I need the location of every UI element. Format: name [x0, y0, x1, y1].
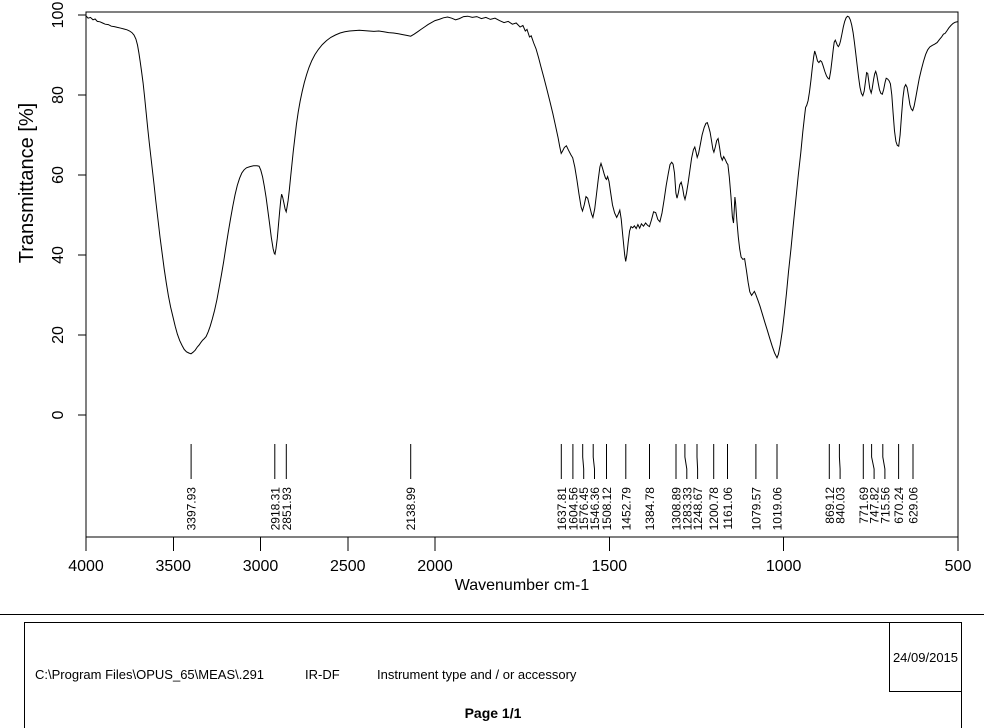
y-tick-label: 100	[50, 1, 67, 29]
peak-label: 1508.12	[600, 487, 614, 531]
peak-label: 747.82	[867, 487, 882, 524]
y-tick-label: 0	[50, 410, 67, 420]
peak-marker-line	[583, 444, 584, 479]
spectrum-curve-layer	[86, 16, 958, 358]
footer-divider-line	[0, 614, 984, 615]
x-tick-label: 3500	[155, 558, 192, 575]
peak-label: 715.56	[878, 487, 893, 524]
date-box	[889, 622, 962, 692]
peak-label: 1546.36	[588, 487, 602, 531]
peak-label: 1576.45	[577, 487, 592, 531]
peak-label: 670.24	[892, 487, 907, 524]
y-tick-label: 80	[50, 86, 67, 104]
peak-label: 1452.79	[619, 487, 634, 531]
peak-label: 1019.06	[770, 487, 785, 531]
peak-marker-line	[872, 444, 875, 479]
peak-label: 1308.89	[669, 487, 684, 531]
peak-label: 1200.78	[707, 487, 722, 531]
peak-marker-line	[685, 444, 687, 479]
x-axis-title: Wavenumber cm-1	[454, 577, 590, 594]
peak-annotations-layer	[185, 444, 921, 530]
plot-border	[86, 12, 958, 537]
peak-label: 1384.78	[643, 487, 657, 531]
peak-label: 1604.56	[566, 487, 581, 531]
peak-label: 2918.31	[268, 487, 283, 531]
page-number: Page 1/1	[464, 705, 522, 721]
footer-technique: IR-DF	[305, 667, 340, 682]
y-axis-title: Transmittance [%]	[16, 102, 38, 264]
peak-marker-line	[883, 444, 885, 479]
footer-file-path: C:\Program Files\OPUS_65\MEAS\.291	[35, 667, 265, 682]
peak-marker-line	[593, 444, 594, 479]
peak-label: 771.69	[856, 487, 871, 524]
peak-marker-line	[697, 444, 698, 479]
peak-label: 840.03	[833, 487, 848, 524]
peak-label: 869.12	[822, 487, 837, 524]
x-tick-label: 2000	[417, 558, 453, 575]
y-tick-label: 40	[50, 246, 67, 264]
peak-marker-line	[839, 444, 840, 479]
x-tick-label: 3000	[242, 558, 279, 575]
footer-instrument-note: Instrument type and / or accessory	[377, 667, 577, 682]
peak-label: 3397.93	[184, 487, 199, 531]
x-tick-label: 1000	[765, 558, 802, 575]
peak-label: 1079.57	[749, 487, 764, 531]
y-tick-label: 20	[50, 326, 67, 344]
peak-label: 629.06	[906, 487, 921, 524]
y-tick-label: 60	[50, 166, 67, 184]
peak-label: 2138.99	[404, 487, 419, 531]
peak-label: 1283.33	[680, 487, 695, 531]
x-tick-label: 1500	[591, 558, 628, 575]
peak-label: 2851.93	[279, 487, 294, 531]
x-tick-label: 500	[944, 558, 972, 575]
peak-label: 1248.67	[691, 487, 706, 531]
peak-label: 1637.81	[554, 487, 569, 531]
x-tick-label: 2500	[329, 558, 366, 575]
date-value: 24/09/2015	[892, 649, 959, 665]
peak-label: 1161.06	[721, 487, 735, 530]
spectrum-curve	[86, 16, 958, 358]
x-tick-label: 4000	[68, 558, 104, 575]
